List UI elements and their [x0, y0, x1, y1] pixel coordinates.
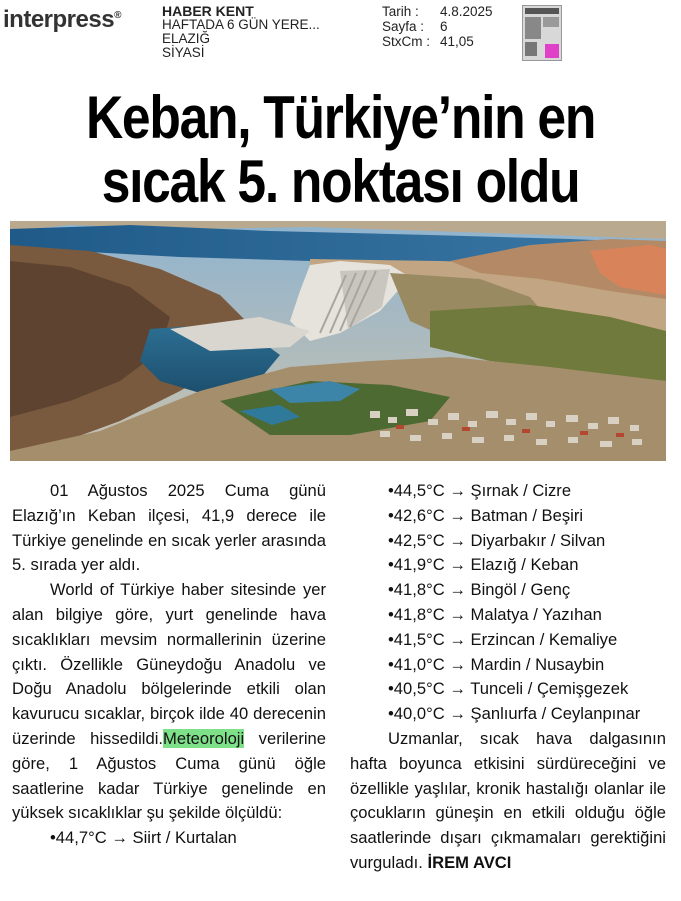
temperature-item: •42,5°C → Diyarbakır / Silvan: [388, 530, 606, 550]
page-label: Sayfa :: [382, 19, 425, 34]
article-column-right: [350, 479, 666, 876]
headline-line-2: sıcak 5. noktası oldu: [101, 148, 580, 215]
page-thumbnail[interactable]: [522, 5, 562, 61]
temperature-item: •41,8°C → Malatya / Yazıhan: [388, 604, 602, 624]
stxcm-value: 41,05: [440, 34, 474, 49]
temperature-item: •41,9°C → Elazığ / Keban: [388, 555, 579, 575]
interpress-logo: interpress®: [3, 6, 121, 33]
page-value: 6: [440, 19, 448, 34]
source-name: HABER KENT: [162, 3, 254, 19]
temperature-item: •41,0°C → Mardin / Nusaybin: [388, 654, 605, 674]
clip-meta: [382, 4, 493, 49]
article-column-left: [12, 479, 326, 851]
temperature-item: •44,5°C → Şırnak / Cizre: [388, 481, 572, 500]
temperature-item: •41,8°C → Bingöl / Genç: [388, 580, 571, 600]
temperature-item: •44,7°C → Siirt / Kurtalan: [50, 828, 237, 848]
date-label: Tarih :: [382, 4, 419, 19]
article-paragraph-1: 01 Ağustos 2025 Cuma günü Elazığ’ın Keban ilçesi, 41,9 derece ile Türkiye genelinde en sıcak yerler arasında 5. sırada yer aldı.: [12, 481, 326, 575]
source-category: SİYASİ: [162, 45, 205, 60]
source-city: ELAZIĞ: [162, 31, 211, 46]
article-paragraph-2: World of Türkiye haber sitesinde yer alan bilgiye göre, yurt genelinde hava sıcaklıkları mevsim normallerinin üzerine çıktı. Özellikle Güneydoğu Anadolu ve Doğu Anadolu bölgelerinde etkili olan kavurucu sıcaklar, birçok ilde 40 derecenin üzerinde hissedildi.Meteoroloji verilerine göre, 1 Ağustos Cuma günü öğle saatlerine kadar Türkiye genelinde en yüksek sıcaklıklar şu şekilde ölçüldü:: [12, 580, 326, 823]
dam-photo: [10, 221, 666, 461]
meteoroloji-highlight: Meteoroloji: [163, 728, 245, 748]
article-paragraph-3: Uzmanlar, sıcak hava dalgasının hafta boyunca etkisini sürdüreceğini ve özellikle yaşlılar, kronik hastalığı olanlar ile çocukların güneşin en etkili olduğu öğle saatlerinde dışarı çıkmamaları gerektiğini vurguladı. İREM AVCI: [350, 728, 666, 872]
source-info: [162, 4, 320, 60]
date-value: 4.8.2025: [440, 4, 493, 19]
temperature-item: •40,0°C → Şanlıurfa / Ceylanpınar: [388, 704, 641, 724]
headline-line-1: Keban, Türkiye’nin en: [85, 84, 596, 151]
source-frequency: HAFTADA 6 GÜN YERE...: [162, 17, 320, 32]
temperature-item: •42,6°C → Batman / Beşiri: [388, 505, 584, 525]
temperature-item: •41,5°C → Erzincan / Kemaliye: [388, 629, 618, 649]
stxcm-label: StxCm :: [382, 34, 431, 49]
author-name: İREM AVCI: [427, 852, 512, 872]
temperature-item: •40,5°C → Tunceli / Çemişgezek: [388, 679, 629, 699]
headline: [48, 86, 634, 214]
